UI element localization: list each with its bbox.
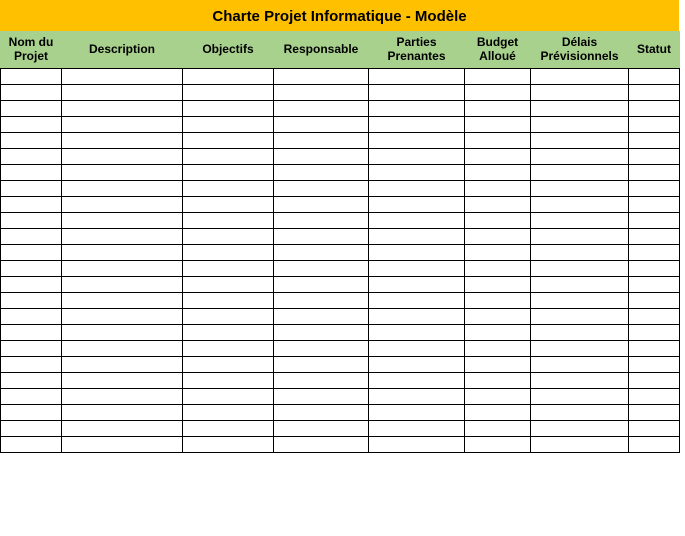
table-row bbox=[1, 68, 680, 84]
cell-budget[interactable] bbox=[465, 420, 531, 436]
cell-responsable[interactable] bbox=[274, 116, 369, 132]
cell-statut[interactable] bbox=[629, 276, 680, 292]
cell-responsable[interactable] bbox=[274, 148, 369, 164]
cell-description[interactable] bbox=[62, 212, 183, 228]
cell-statut[interactable] bbox=[629, 244, 680, 260]
cell-objectifs[interactable] bbox=[183, 148, 274, 164]
cell-objectifs[interactable] bbox=[183, 132, 274, 148]
cell-statut[interactable] bbox=[629, 100, 680, 116]
table-row bbox=[1, 228, 680, 244]
cell-description[interactable] bbox=[62, 324, 183, 340]
cell-statut[interactable] bbox=[629, 404, 680, 420]
cell-description[interactable] bbox=[62, 196, 183, 212]
cell-parties[interactable] bbox=[369, 420, 465, 436]
cell-responsable[interactable] bbox=[274, 292, 369, 308]
cell-parties[interactable] bbox=[369, 260, 465, 276]
cell-parties[interactable] bbox=[369, 308, 465, 324]
cell-objectifs[interactable] bbox=[183, 340, 274, 356]
cell-nom[interactable] bbox=[1, 324, 62, 340]
cell-delais[interactable] bbox=[531, 132, 629, 148]
cell-responsable[interactable] bbox=[274, 372, 369, 388]
cell-objectifs[interactable] bbox=[183, 356, 274, 372]
cell-description[interactable] bbox=[62, 132, 183, 148]
cell-delais[interactable] bbox=[531, 228, 629, 244]
cell-description[interactable] bbox=[62, 68, 183, 84]
cell-budget[interactable] bbox=[465, 68, 531, 84]
cell-responsable[interactable] bbox=[274, 132, 369, 148]
cell-responsable[interactable] bbox=[274, 420, 369, 436]
cell-nom[interactable] bbox=[1, 132, 62, 148]
table-row bbox=[1, 324, 680, 340]
header-nom-du-projet: Nom du Projet bbox=[1, 31, 62, 68]
cell-objectifs[interactable] bbox=[183, 116, 274, 132]
cell-description[interactable] bbox=[62, 84, 183, 100]
cell-statut[interactable] bbox=[629, 356, 680, 372]
cell-delais[interactable] bbox=[531, 324, 629, 340]
cell-parties[interactable] bbox=[369, 356, 465, 372]
cell-budget[interactable] bbox=[465, 84, 531, 100]
cell-responsable[interactable] bbox=[274, 276, 369, 292]
cell-parties[interactable] bbox=[369, 84, 465, 100]
header-parties-prenantes: Parties Prenantes bbox=[369, 31, 465, 68]
table-row bbox=[1, 404, 680, 420]
cell-nom[interactable] bbox=[1, 260, 62, 276]
table-row bbox=[1, 260, 680, 276]
cell-budget[interactable] bbox=[465, 212, 531, 228]
cell-statut[interactable] bbox=[629, 180, 680, 196]
cell-statut[interactable] bbox=[629, 116, 680, 132]
cell-budget[interactable] bbox=[465, 404, 531, 420]
cell-parties[interactable] bbox=[369, 196, 465, 212]
cell-statut[interactable] bbox=[629, 420, 680, 436]
table-body bbox=[1, 68, 680, 452]
table-row bbox=[1, 180, 680, 196]
cell-parties[interactable] bbox=[369, 100, 465, 116]
cell-nom[interactable] bbox=[1, 148, 62, 164]
cell-delais[interactable] bbox=[531, 196, 629, 212]
cell-statut[interactable] bbox=[629, 212, 680, 228]
cell-nom[interactable] bbox=[1, 308, 62, 324]
cell-description[interactable] bbox=[62, 356, 183, 372]
table-row bbox=[1, 308, 680, 324]
cell-statut[interactable] bbox=[629, 132, 680, 148]
cell-delais[interactable] bbox=[531, 164, 629, 180]
cell-parties[interactable] bbox=[369, 68, 465, 84]
cell-responsable[interactable] bbox=[274, 324, 369, 340]
cell-description[interactable] bbox=[62, 340, 183, 356]
cell-statut[interactable] bbox=[629, 340, 680, 356]
cell-budget[interactable] bbox=[465, 100, 531, 116]
cell-statut[interactable] bbox=[629, 84, 680, 100]
cell-description[interactable] bbox=[62, 292, 183, 308]
cell-delais[interactable] bbox=[531, 244, 629, 260]
cell-nom[interactable] bbox=[1, 372, 62, 388]
table-row bbox=[1, 84, 680, 100]
cell-delais[interactable] bbox=[531, 116, 629, 132]
cell-objectifs[interactable] bbox=[183, 420, 274, 436]
sheet-title: Charte Projet Informatique - Modèle bbox=[0, 0, 679, 31]
cell-budget[interactable] bbox=[465, 372, 531, 388]
cell-responsable[interactable] bbox=[274, 84, 369, 100]
cell-budget[interactable] bbox=[465, 148, 531, 164]
cell-description[interactable] bbox=[62, 420, 183, 436]
cell-objectifs[interactable] bbox=[183, 372, 274, 388]
cell-responsable[interactable] bbox=[274, 308, 369, 324]
cell-objectifs[interactable] bbox=[183, 276, 274, 292]
table-row bbox=[1, 116, 680, 132]
cell-nom[interactable] bbox=[1, 276, 62, 292]
cell-parties[interactable] bbox=[369, 148, 465, 164]
cell-budget[interactable] bbox=[465, 436, 531, 452]
cell-description[interactable] bbox=[62, 116, 183, 132]
cell-statut[interactable] bbox=[629, 324, 680, 340]
cell-responsable[interactable] bbox=[274, 228, 369, 244]
cell-statut[interactable] bbox=[629, 372, 680, 388]
cell-nom[interactable] bbox=[1, 292, 62, 308]
cell-objectifs[interactable] bbox=[183, 212, 274, 228]
cell-responsable[interactable] bbox=[274, 196, 369, 212]
cell-statut[interactable] bbox=[629, 228, 680, 244]
cell-budget[interactable] bbox=[465, 196, 531, 212]
cell-budget[interactable] bbox=[465, 244, 531, 260]
header-statut: Statut bbox=[629, 31, 680, 68]
cell-objectifs[interactable] bbox=[183, 388, 274, 404]
cell-responsable[interactable] bbox=[274, 340, 369, 356]
cell-objectifs[interactable] bbox=[183, 68, 274, 84]
cell-objectifs[interactable] bbox=[183, 164, 274, 180]
cell-objectifs[interactable] bbox=[183, 292, 274, 308]
cell-nom[interactable] bbox=[1, 116, 62, 132]
cell-description[interactable] bbox=[62, 228, 183, 244]
cell-nom[interactable] bbox=[1, 196, 62, 212]
table-row bbox=[1, 340, 680, 356]
cell-objectifs[interactable] bbox=[183, 100, 274, 116]
cell-parties[interactable] bbox=[369, 436, 465, 452]
cell-description[interactable] bbox=[62, 244, 183, 260]
cell-budget[interactable] bbox=[465, 180, 531, 196]
cell-responsable[interactable] bbox=[274, 260, 369, 276]
cell-delais[interactable] bbox=[531, 388, 629, 404]
cell-parties[interactable] bbox=[369, 404, 465, 420]
cell-budget[interactable] bbox=[465, 260, 531, 276]
cell-statut[interactable] bbox=[629, 164, 680, 180]
cell-statut[interactable] bbox=[629, 308, 680, 324]
table-row bbox=[1, 436, 680, 452]
header-description: Description bbox=[62, 31, 183, 68]
cell-nom[interactable] bbox=[1, 228, 62, 244]
charter-table bbox=[0, 31, 680, 453]
table-row bbox=[1, 100, 680, 116]
cell-responsable[interactable] bbox=[274, 68, 369, 84]
cell-delais[interactable] bbox=[531, 340, 629, 356]
table-row bbox=[1, 164, 680, 180]
cell-parties[interactable] bbox=[369, 324, 465, 340]
table-row bbox=[1, 388, 680, 404]
cell-statut[interactable] bbox=[629, 292, 680, 308]
cell-nom[interactable] bbox=[1, 420, 62, 436]
cell-parties[interactable] bbox=[369, 276, 465, 292]
cell-parties[interactable] bbox=[369, 340, 465, 356]
cell-budget[interactable] bbox=[465, 308, 531, 324]
cell-objectifs[interactable] bbox=[183, 244, 274, 260]
cell-budget[interactable] bbox=[465, 228, 531, 244]
table-row bbox=[1, 132, 680, 148]
table-row bbox=[1, 148, 680, 164]
cell-objectifs[interactable] bbox=[183, 436, 274, 452]
cell-description[interactable] bbox=[62, 164, 183, 180]
cell-objectifs[interactable] bbox=[183, 196, 274, 212]
table-row bbox=[1, 292, 680, 308]
cell-responsable[interactable] bbox=[274, 164, 369, 180]
header-objectifs: Objectifs bbox=[183, 31, 274, 68]
cell-description[interactable] bbox=[62, 388, 183, 404]
cell-delais[interactable] bbox=[531, 260, 629, 276]
table-row bbox=[1, 372, 680, 388]
cell-description[interactable] bbox=[62, 276, 183, 292]
cell-statut[interactable] bbox=[629, 148, 680, 164]
cell-delais[interactable] bbox=[531, 212, 629, 228]
cell-responsable[interactable] bbox=[274, 100, 369, 116]
cell-objectifs[interactable] bbox=[183, 324, 274, 340]
cell-description[interactable] bbox=[62, 372, 183, 388]
cell-responsable[interactable] bbox=[274, 404, 369, 420]
cell-responsable[interactable] bbox=[274, 388, 369, 404]
cell-nom[interactable] bbox=[1, 84, 62, 100]
cell-statut[interactable] bbox=[629, 260, 680, 276]
cell-nom[interactable] bbox=[1, 68, 62, 84]
cell-delais[interactable] bbox=[531, 100, 629, 116]
cell-nom[interactable] bbox=[1, 340, 62, 356]
cell-delais[interactable] bbox=[531, 292, 629, 308]
cell-delais[interactable] bbox=[531, 372, 629, 388]
cell-parties[interactable] bbox=[369, 132, 465, 148]
cell-statut[interactable] bbox=[629, 388, 680, 404]
cell-responsable[interactable] bbox=[274, 356, 369, 372]
cell-nom[interactable] bbox=[1, 356, 62, 372]
header-delais-previsionnels: Délais Prévisionnels bbox=[531, 31, 629, 68]
cell-description[interactable] bbox=[62, 436, 183, 452]
header-budget-alloue: Budget Alloué bbox=[465, 31, 531, 68]
cell-budget[interactable] bbox=[465, 324, 531, 340]
cell-budget[interactable] bbox=[465, 340, 531, 356]
cell-objectifs[interactable] bbox=[183, 404, 274, 420]
cell-parties[interactable] bbox=[369, 164, 465, 180]
cell-parties[interactable] bbox=[369, 244, 465, 260]
cell-parties[interactable] bbox=[369, 212, 465, 228]
cell-parties[interactable] bbox=[369, 388, 465, 404]
cell-nom[interactable] bbox=[1, 164, 62, 180]
cell-nom[interactable] bbox=[1, 100, 62, 116]
cell-delais[interactable] bbox=[531, 308, 629, 324]
cell-parties[interactable] bbox=[369, 228, 465, 244]
table-row bbox=[1, 356, 680, 372]
cell-nom[interactable] bbox=[1, 388, 62, 404]
cell-objectifs[interactable] bbox=[183, 228, 274, 244]
cell-statut[interactable] bbox=[629, 436, 680, 452]
cell-parties[interactable] bbox=[369, 372, 465, 388]
cell-budget[interactable] bbox=[465, 116, 531, 132]
cell-description[interactable] bbox=[62, 308, 183, 324]
cell-responsable[interactable] bbox=[274, 244, 369, 260]
cell-responsable[interactable] bbox=[274, 436, 369, 452]
table-row bbox=[1, 212, 680, 228]
table-row bbox=[1, 244, 680, 260]
header-responsable: Responsable bbox=[274, 31, 369, 68]
cell-delais[interactable] bbox=[531, 276, 629, 292]
cell-budget[interactable] bbox=[465, 276, 531, 292]
cell-nom[interactable] bbox=[1, 180, 62, 196]
cell-objectifs[interactable] bbox=[183, 84, 274, 100]
table-row bbox=[1, 276, 680, 292]
cell-budget[interactable] bbox=[465, 292, 531, 308]
cell-nom[interactable] bbox=[1, 404, 62, 420]
cell-delais[interactable] bbox=[531, 436, 629, 452]
cell-budget[interactable] bbox=[465, 356, 531, 372]
cell-statut[interactable] bbox=[629, 196, 680, 212]
cell-budget[interactable] bbox=[465, 164, 531, 180]
cell-delais[interactable] bbox=[531, 68, 629, 84]
cell-objectifs[interactable] bbox=[183, 180, 274, 196]
cell-statut[interactable] bbox=[629, 68, 680, 84]
cell-delais[interactable] bbox=[531, 148, 629, 164]
cell-objectifs[interactable] bbox=[183, 260, 274, 276]
cell-nom[interactable] bbox=[1, 436, 62, 452]
cell-responsable[interactable] bbox=[274, 212, 369, 228]
cell-parties[interactable] bbox=[369, 292, 465, 308]
cell-description[interactable] bbox=[62, 260, 183, 276]
cell-parties[interactable] bbox=[369, 180, 465, 196]
cell-delais[interactable] bbox=[531, 404, 629, 420]
cell-budget[interactable] bbox=[465, 132, 531, 148]
cell-description[interactable] bbox=[62, 404, 183, 420]
cell-delais[interactable] bbox=[531, 356, 629, 372]
cell-parties[interactable] bbox=[369, 116, 465, 132]
cell-nom[interactable] bbox=[1, 212, 62, 228]
cell-objectifs[interactable] bbox=[183, 308, 274, 324]
cell-responsable[interactable] bbox=[274, 180, 369, 196]
cell-delais[interactable] bbox=[531, 84, 629, 100]
cell-description[interactable] bbox=[62, 180, 183, 196]
header-row bbox=[1, 31, 680, 68]
table-row bbox=[1, 420, 680, 436]
cell-budget[interactable] bbox=[465, 388, 531, 404]
cell-nom[interactable] bbox=[1, 244, 62, 260]
cell-description[interactable] bbox=[62, 100, 183, 116]
cell-description[interactable] bbox=[62, 148, 183, 164]
cell-delais[interactable] bbox=[531, 420, 629, 436]
table-row bbox=[1, 196, 680, 212]
cell-delais[interactable] bbox=[531, 180, 629, 196]
